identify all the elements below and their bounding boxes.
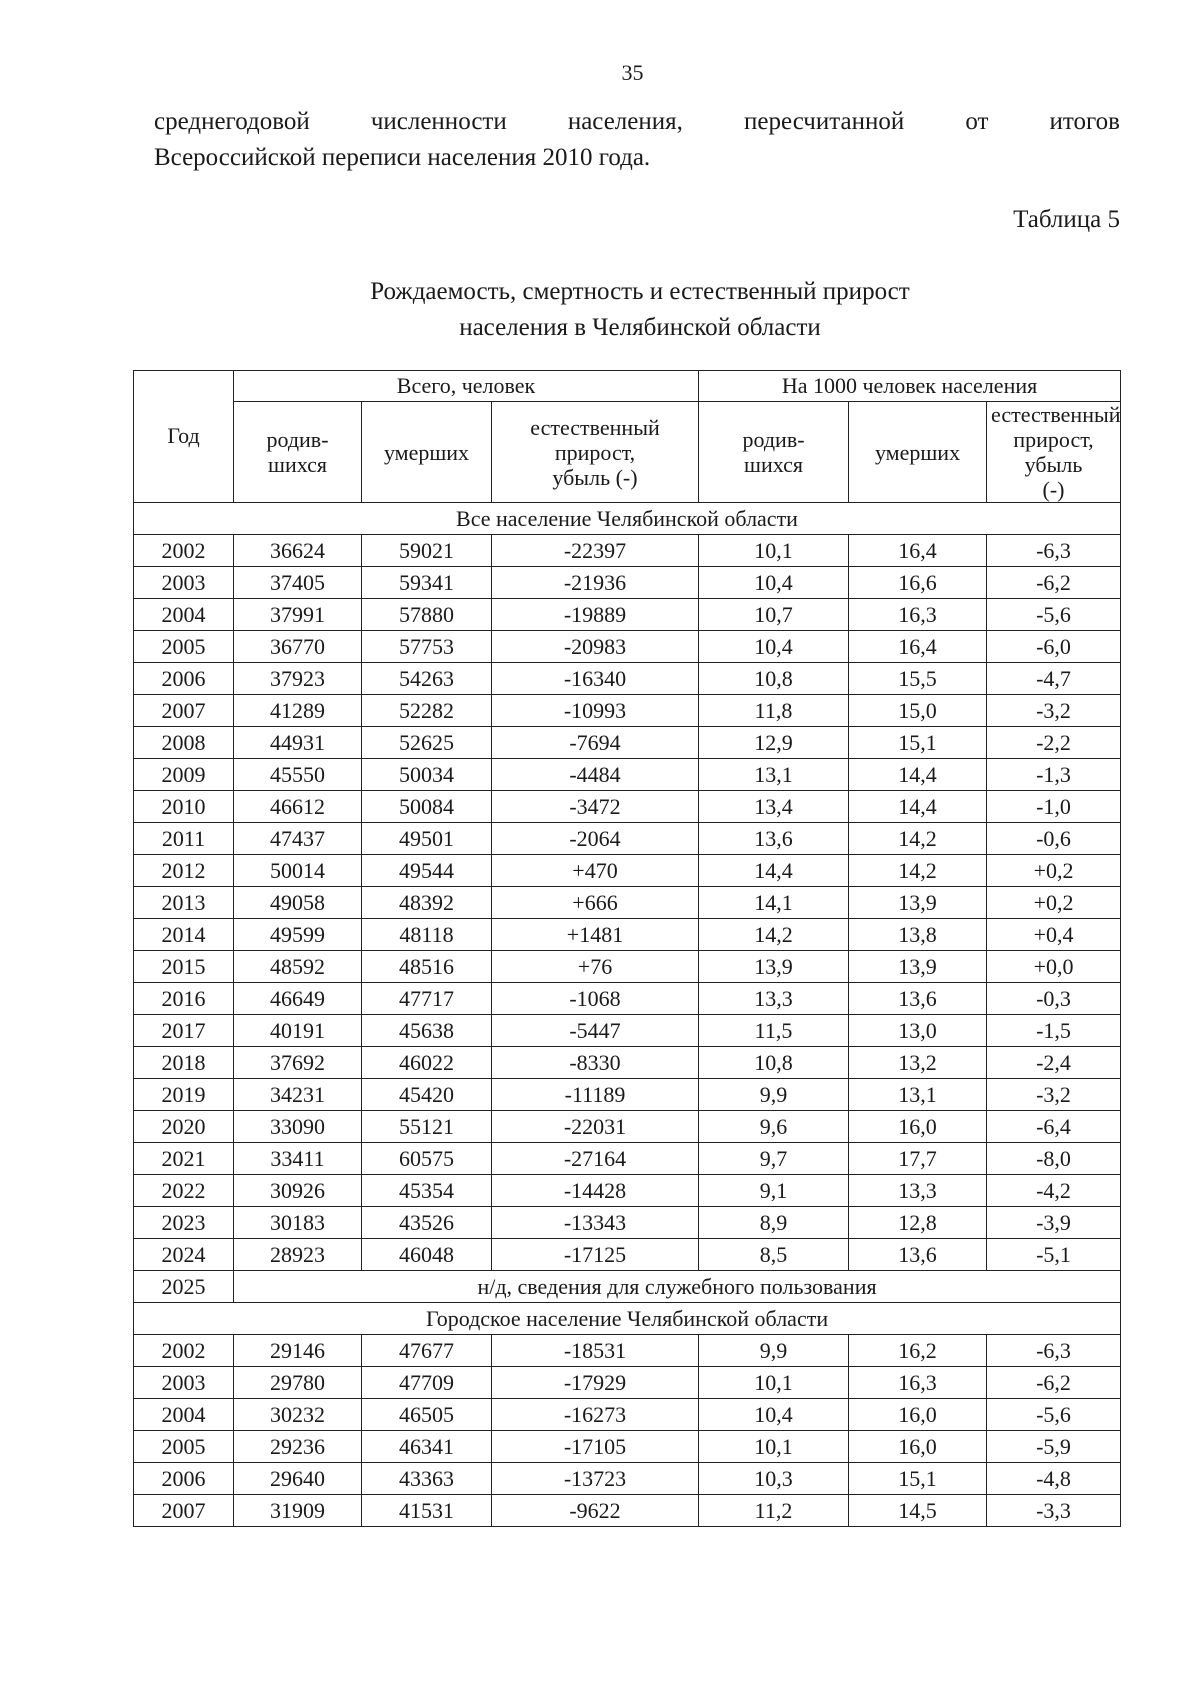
died-rate-cell: 16,3 [849,1367,987,1399]
growth-total-cell: -22397 [492,535,699,567]
born-cell: 31909 [234,1495,362,1527]
table-row [134,1335,1121,1367]
growth-total-cell: -20983 [492,631,699,663]
born-cell: 50014 [234,855,362,887]
growth-total-cell: -11189 [492,1079,699,1111]
died-cell: 57880 [362,599,492,631]
born-cell: 49058 [234,887,362,919]
year-cell: 2012 [134,855,234,887]
growth-total-cell: -17929 [492,1367,699,1399]
born-rate-cell: 10,1 [699,1367,849,1399]
died-cell: 48392 [362,887,492,919]
born-rate-cell: 9,9 [699,1079,849,1111]
born-rate-cell: 13,3 [699,983,849,1015]
born-cell: 49599 [234,919,362,951]
year-cell: 2004 [134,599,234,631]
died-rate-cell: 15,5 [849,663,987,695]
growth-rate-cell: -1,5 [987,1015,1121,1047]
year-cell: 2002 [134,1335,234,1367]
born-cell: 30183 [234,1207,362,1239]
growth-total-cell: -14428 [492,1175,699,1207]
growth-rate-cell: -4,2 [987,1175,1121,1207]
died-rate-cell: 13,9 [849,887,987,919]
growth-total-cell: -27164 [492,1143,699,1175]
year-cell: 2006 [134,1463,234,1495]
growth-rate-cell: -5,6 [987,599,1121,631]
section-row [134,1303,1121,1335]
table-body [134,503,1121,1527]
growth-total-cell: -8330 [492,1047,699,1079]
year-cell: 2005 [134,631,234,663]
born-cell: 37692 [234,1047,362,1079]
header-growth-rate: естественный прирост, убыль (-) [987,402,1121,503]
table-row [134,1175,1121,1207]
growth-total-cell: -13723 [492,1463,699,1495]
growth-total-cell: -16340 [492,663,699,695]
growth-total-cell: -4484 [492,759,699,791]
growth-rate-cell: -6,0 [987,631,1121,663]
died-cell: 50084 [362,791,492,823]
table-row [134,663,1121,695]
died-rate-cell: 16,3 [849,599,987,631]
growth-rate-cell: -2,2 [987,727,1121,759]
died-cell: 46048 [362,1239,492,1271]
died-cell: 41531 [362,1495,492,1527]
growth-rate-cell: +0,4 [987,919,1121,951]
table-row [134,1015,1121,1047]
note-cell: н/д, сведения для служебного пользования [234,1271,1121,1303]
died-cell: 55121 [362,1111,492,1143]
table-row [134,567,1121,599]
born-rate-cell: 10,1 [699,1431,849,1463]
born-rate-cell: 10,8 [699,1047,849,1079]
table-title-line-2: населения в Челябинской области [459,314,821,341]
died-rate-cell: 15,0 [849,695,987,727]
born-cell: 29640 [234,1463,362,1495]
year-cell: 2011 [134,823,234,855]
born-rate-cell: 10,3 [699,1463,849,1495]
born-rate-cell: 10,1 [699,535,849,567]
growth-total-cell: -21936 [492,567,699,599]
table-row [134,855,1121,887]
died-cell: 49501 [362,823,492,855]
born-rate-cell: 14,1 [699,887,849,919]
growth-rate-cell: -6,2 [987,567,1121,599]
table-row [134,1079,1121,1111]
born-cell: 46649 [234,983,362,1015]
growth-rate-cell: -3,2 [987,695,1121,727]
born-cell: 33411 [234,1143,362,1175]
died-cell: 50034 [362,759,492,791]
table-label: Таблица 5 [1013,206,1120,233]
year-cell: 2017 [134,1015,234,1047]
died-cell: 46505 [362,1399,492,1431]
growth-total-cell: -17125 [492,1239,699,1271]
header-growth-total: естественный прирост, убыль (-) [492,402,699,503]
table-row [134,1143,1121,1175]
growth-total-cell: +1481 [492,919,699,951]
growth-total-cell: +666 [492,887,699,919]
born-cell: 36770 [234,631,362,663]
growth-rate-cell: -6,3 [987,1335,1121,1367]
year-cell: 2023 [134,1207,234,1239]
table-row [134,759,1121,791]
table-title-line-1: Рождаемость, смертность и естественный прирост [370,278,910,305]
growth-rate-cell: -2,4 [987,1047,1121,1079]
year-cell: 2006 [134,663,234,695]
born-rate-cell: 11,8 [699,695,849,727]
year-cell: 2016 [134,983,234,1015]
born-cell: 37923 [234,663,362,695]
year-cell: 2008 [134,727,234,759]
died-rate-cell: 13,8 [849,919,987,951]
died-rate-cell: 15,1 [849,1463,987,1495]
statistics-table [133,370,1121,1527]
year-cell: 2013 [134,887,234,919]
growth-total-cell: -18531 [492,1335,699,1367]
born-rate-cell: 13,9 [699,951,849,983]
born-rate-cell: 13,4 [699,791,849,823]
growth-total-cell: +470 [492,855,699,887]
growth-rate-cell: -8,0 [987,1143,1121,1175]
growth-rate-cell: -6,3 [987,535,1121,567]
born-rate-cell: 9,6 [699,1111,849,1143]
died-cell: 43363 [362,1463,492,1495]
table-row [134,983,1121,1015]
born-cell: 37405 [234,567,362,599]
header-year: Год [134,371,234,503]
died-cell: 48516 [362,951,492,983]
table-row [134,1495,1121,1527]
died-rate-cell: 14,4 [849,791,987,823]
growth-rate-cell: -6,2 [987,1367,1121,1399]
died-rate-cell: 13,6 [849,1239,987,1271]
growth-total-cell: -22031 [492,1111,699,1143]
born-cell: 41289 [234,695,362,727]
growth-rate-cell: -1,3 [987,759,1121,791]
intro-word: итогов [1049,108,1120,135]
died-rate-cell: 16,0 [849,1399,987,1431]
growth-rate-cell: -4,8 [987,1463,1121,1495]
died-rate-cell: 16,0 [849,1111,987,1143]
table-row [134,599,1121,631]
born-rate-cell: 9,9 [699,1335,849,1367]
born-cell: 45550 [234,759,362,791]
born-cell: 48592 [234,951,362,983]
born-cell: 30232 [234,1399,362,1431]
year-cell: 2021 [134,1143,234,1175]
born-rate-cell: 10,8 [699,663,849,695]
died-cell: 52282 [362,695,492,727]
died-rate-cell: 14,4 [849,759,987,791]
died-rate-cell: 14,2 [849,855,987,887]
table-row [134,919,1121,951]
died-cell: 43526 [362,1207,492,1239]
growth-total-cell: -17105 [492,1431,699,1463]
died-cell: 45354 [362,1175,492,1207]
born-cell: 30926 [234,1175,362,1207]
born-cell: 34231 [234,1079,362,1111]
table-row [134,1111,1121,1143]
died-rate-cell: 16,6 [849,567,987,599]
growth-total-cell: -7694 [492,727,699,759]
died-rate-cell: 13,9 [849,951,987,983]
intro-line-1 [154,104,1120,140]
table-row [134,1399,1121,1431]
died-rate-cell: 12,8 [849,1207,987,1239]
growth-total-cell: -3472 [492,791,699,823]
table-title [200,274,1080,346]
growth-rate-cell: -4,7 [987,663,1121,695]
growth-rate-cell: -5,9 [987,1431,1121,1463]
table-row [134,535,1121,567]
died-cell: 59341 [362,567,492,599]
died-rate-cell: 13,6 [849,983,987,1015]
growth-rate-cell: -3,3 [987,1495,1121,1527]
year-cell: 2007 [134,1495,234,1527]
page-number: 35 [621,60,644,85]
growth-total-cell: -2064 [492,823,699,855]
born-rate-cell: 14,4 [699,855,849,887]
born-rate-cell: 10,4 [699,1399,849,1431]
growth-total-cell: -16273 [492,1399,699,1431]
growth-total-cell: -10993 [492,695,699,727]
died-cell: 57753 [362,631,492,663]
born-rate-cell: 13,1 [699,759,849,791]
growth-rate-cell: +0,2 [987,887,1121,919]
year-cell: 2005 [134,1431,234,1463]
born-cell: 44931 [234,727,362,759]
born-cell: 29236 [234,1431,362,1463]
died-rate-cell: 17,7 [849,1143,987,1175]
table-row [134,951,1121,983]
growth-total-cell: -9622 [492,1495,699,1527]
growth-rate-cell: -5,1 [987,1239,1121,1271]
header-born-rate: родив- шихся [699,402,849,503]
died-cell: 46022 [362,1047,492,1079]
table-row [134,1431,1121,1463]
table-row [134,823,1121,855]
year-cell: 2024 [134,1239,234,1271]
born-cell: 37991 [234,599,362,631]
year-cell: 2018 [134,1047,234,1079]
section-title: Все население Челябинской области [134,503,1121,535]
growth-rate-cell: +0,0 [987,951,1121,983]
intro-word: пересчитанной [744,108,905,135]
section-title: Городское население Челябинской области [134,1303,1121,1335]
died-cell: 52625 [362,727,492,759]
table-row [134,727,1121,759]
header-group-total: Всего, человек [234,371,699,402]
died-cell: 47717 [362,983,492,1015]
growth-rate-cell: -5,6 [987,1399,1121,1431]
growth-total-cell: +76 [492,951,699,983]
growth-rate-cell: -3,9 [987,1207,1121,1239]
died-cell: 47709 [362,1367,492,1399]
died-rate-cell: 14,5 [849,1495,987,1527]
table-row [134,1047,1121,1079]
growth-rate-cell: -0,6 [987,823,1121,855]
born-rate-cell: 11,2 [699,1495,849,1527]
table-row [134,695,1121,727]
year-cell: 2025 [134,1271,234,1303]
died-rate-cell: 13,1 [849,1079,987,1111]
born-rate-cell: 11,5 [699,1015,849,1047]
died-rate-cell: 16,4 [849,535,987,567]
year-cell: 2009 [134,759,234,791]
year-cell: 2015 [134,951,234,983]
growth-rate-cell: -6,4 [987,1111,1121,1143]
table-row [134,631,1121,663]
born-rate-cell: 10,4 [699,567,849,599]
died-cell: 47677 [362,1335,492,1367]
header-died-rate: умерших [849,402,987,503]
year-cell: 2007 [134,695,234,727]
growth-total-cell: -19889 [492,599,699,631]
died-cell: 60575 [362,1143,492,1175]
born-cell: 40191 [234,1015,362,1047]
year-cell: 2019 [134,1079,234,1111]
died-cell: 48118 [362,919,492,951]
born-cell: 29780 [234,1367,362,1399]
intro-line-2: Всероссийской переписи населения 2010 года. [154,144,651,171]
born-rate-cell: 12,9 [699,727,849,759]
died-rate-cell: 16,4 [849,631,987,663]
born-cell: 47437 [234,823,362,855]
died-rate-cell: 15,1 [849,727,987,759]
year-cell: 2020 [134,1111,234,1143]
year-cell: 2003 [134,567,234,599]
growth-rate-cell: -3,2 [987,1079,1121,1111]
died-cell: 45420 [362,1079,492,1111]
table-row [134,1207,1121,1239]
born-cell: 29146 [234,1335,362,1367]
year-cell: 2022 [134,1175,234,1207]
growth-rate-cell: -1,0 [987,791,1121,823]
died-rate-cell: 13,3 [849,1175,987,1207]
intro-word: среднегодовой [154,108,310,135]
growth-rate-cell: +0,2 [987,855,1121,887]
year-cell: 2004 [134,1399,234,1431]
growth-rate-cell: -0,3 [987,983,1121,1015]
intro-word: населения, [567,108,683,135]
born-rate-cell: 8,9 [699,1207,849,1239]
born-cell: 33090 [234,1111,362,1143]
died-cell: 49544 [362,855,492,887]
year-cell: 2002 [134,535,234,567]
year-cell: 2010 [134,791,234,823]
intro-word: численности [370,108,507,135]
note-row [134,1271,1121,1303]
born-rate-cell: 10,4 [699,631,849,663]
born-cell: 46612 [234,791,362,823]
table-row [134,1463,1121,1495]
section-row [134,503,1121,535]
growth-total-cell: -5447 [492,1015,699,1047]
died-cell: 54263 [362,663,492,695]
born-rate-cell: 13,6 [699,823,849,855]
born-cell: 28923 [234,1239,362,1271]
intro-paragraph [154,104,1120,176]
born-rate-cell: 9,7 [699,1143,849,1175]
header-died: умерших [362,402,492,503]
table-row [134,791,1121,823]
born-cell: 36624 [234,535,362,567]
died-cell: 59021 [362,535,492,567]
died-rate-cell: 13,0 [849,1015,987,1047]
born-rate-cell: 9,1 [699,1175,849,1207]
year-cell: 2003 [134,1367,234,1399]
year-cell: 2014 [134,919,234,951]
died-cell: 46341 [362,1431,492,1463]
born-rate-cell: 8,5 [699,1239,849,1271]
intro-word: от [965,108,989,135]
table-row [134,1239,1121,1271]
died-rate-cell: 16,0 [849,1431,987,1463]
growth-total-cell: -13343 [492,1207,699,1239]
born-rate-cell: 14,2 [699,919,849,951]
header-group-per1000: На 1000 человек населения [699,371,1121,402]
growth-total-cell: -1068 [492,983,699,1015]
died-rate-cell: 14,2 [849,823,987,855]
died-cell: 45638 [362,1015,492,1047]
header-born: родив- шихся [234,402,362,503]
born-rate-cell: 10,7 [699,599,849,631]
table-row [134,1367,1121,1399]
died-rate-cell: 13,2 [849,1047,987,1079]
table-row [134,887,1121,919]
died-rate-cell: 16,2 [849,1335,987,1367]
